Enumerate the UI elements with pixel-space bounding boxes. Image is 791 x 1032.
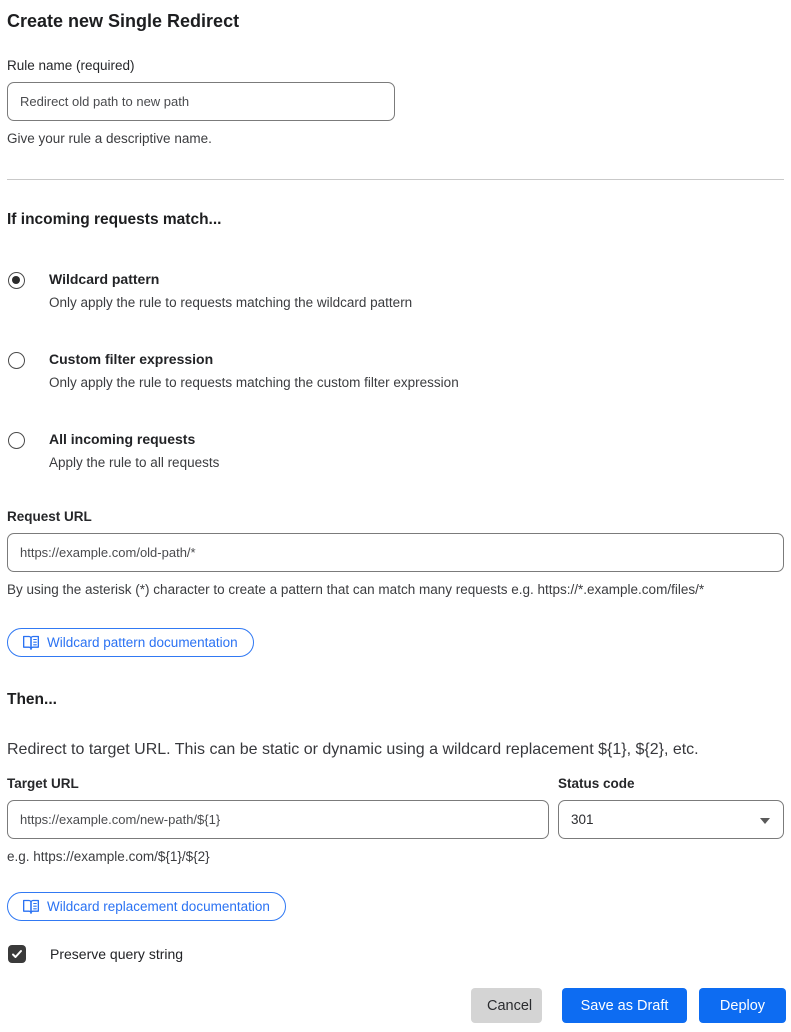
radio-description: Apply the rule to all requests xyxy=(49,455,220,470)
target-status-row xyxy=(7,776,784,868)
match-type-radio-group xyxy=(7,269,784,472)
footer-actions xyxy=(471,988,786,1023)
radio-label: Wildcard pattern xyxy=(49,271,160,287)
book-icon xyxy=(23,899,39,914)
radio-label: Custom filter expression xyxy=(49,351,214,367)
request-url-label: Request URL xyxy=(7,509,92,524)
status-code-select[interactable] xyxy=(558,800,784,839)
radio-label: All incoming requests xyxy=(49,431,196,447)
book-icon xyxy=(23,635,39,650)
target-url-help: e.g. https://example.com/${1}/${2} xyxy=(7,849,210,864)
target-url-input[interactable] xyxy=(7,800,549,839)
deploy-button[interactable]: Deploy xyxy=(699,988,786,1023)
status-code-value: 301 xyxy=(571,812,594,827)
radio-option-wildcard-pattern[interactable] xyxy=(7,269,784,312)
wildcard-pattern-docs-button[interactable] xyxy=(7,628,254,657)
chevron-down-icon xyxy=(760,818,770,824)
request-url-input[interactable] xyxy=(7,533,784,572)
target-url-label: Target URL xyxy=(7,776,79,791)
request-url-help: By using the asterisk (*) character to create a pattern that can match many requests e.g. https://*.example.com/files/* xyxy=(7,582,705,597)
rule-name-label: Rule name (required) xyxy=(7,58,135,73)
preserve-query-label: Preserve query string xyxy=(50,946,184,962)
radio-option-all-requests[interactable] xyxy=(7,429,784,472)
status-code-label: Status code xyxy=(558,776,635,791)
radio-option-custom-filter[interactable] xyxy=(7,349,784,392)
section-divider xyxy=(7,179,784,180)
then-description: Redirect to target URL. This can be static or dynamic using a wildcard replacement ${1}, ${2}, etc. xyxy=(7,741,699,758)
cancel-button[interactable]: Cancel xyxy=(471,988,542,1023)
preserve-query-checkbox-row[interactable] xyxy=(7,945,784,963)
doc-button-label: Wildcard pattern documentation xyxy=(47,635,238,650)
then-section-heading: Then... xyxy=(7,691,57,708)
save-as-draft-button[interactable]: Save as Draft xyxy=(562,988,687,1023)
checkbox-checked-icon[interactable] xyxy=(8,945,26,963)
match-section-heading: If incoming requests match... xyxy=(7,211,222,228)
doc-button-label: Wildcard replacement documentation xyxy=(47,899,270,914)
wildcard-replacement-docs-button[interactable] xyxy=(7,892,286,921)
radio-button-icon[interactable] xyxy=(8,352,25,369)
radio-description: Only apply the rule to requests matching the custom filter expression xyxy=(49,375,459,390)
page-title: Create new Single Redirect xyxy=(7,11,240,31)
radio-button-icon[interactable] xyxy=(8,272,25,289)
radio-button-icon[interactable] xyxy=(8,432,25,449)
rule-name-input[interactable] xyxy=(7,82,395,121)
radio-description: Only apply the rule to requests matching the wildcard pattern xyxy=(49,295,413,310)
rule-name-help: Give your rule a descriptive name. xyxy=(7,131,212,146)
